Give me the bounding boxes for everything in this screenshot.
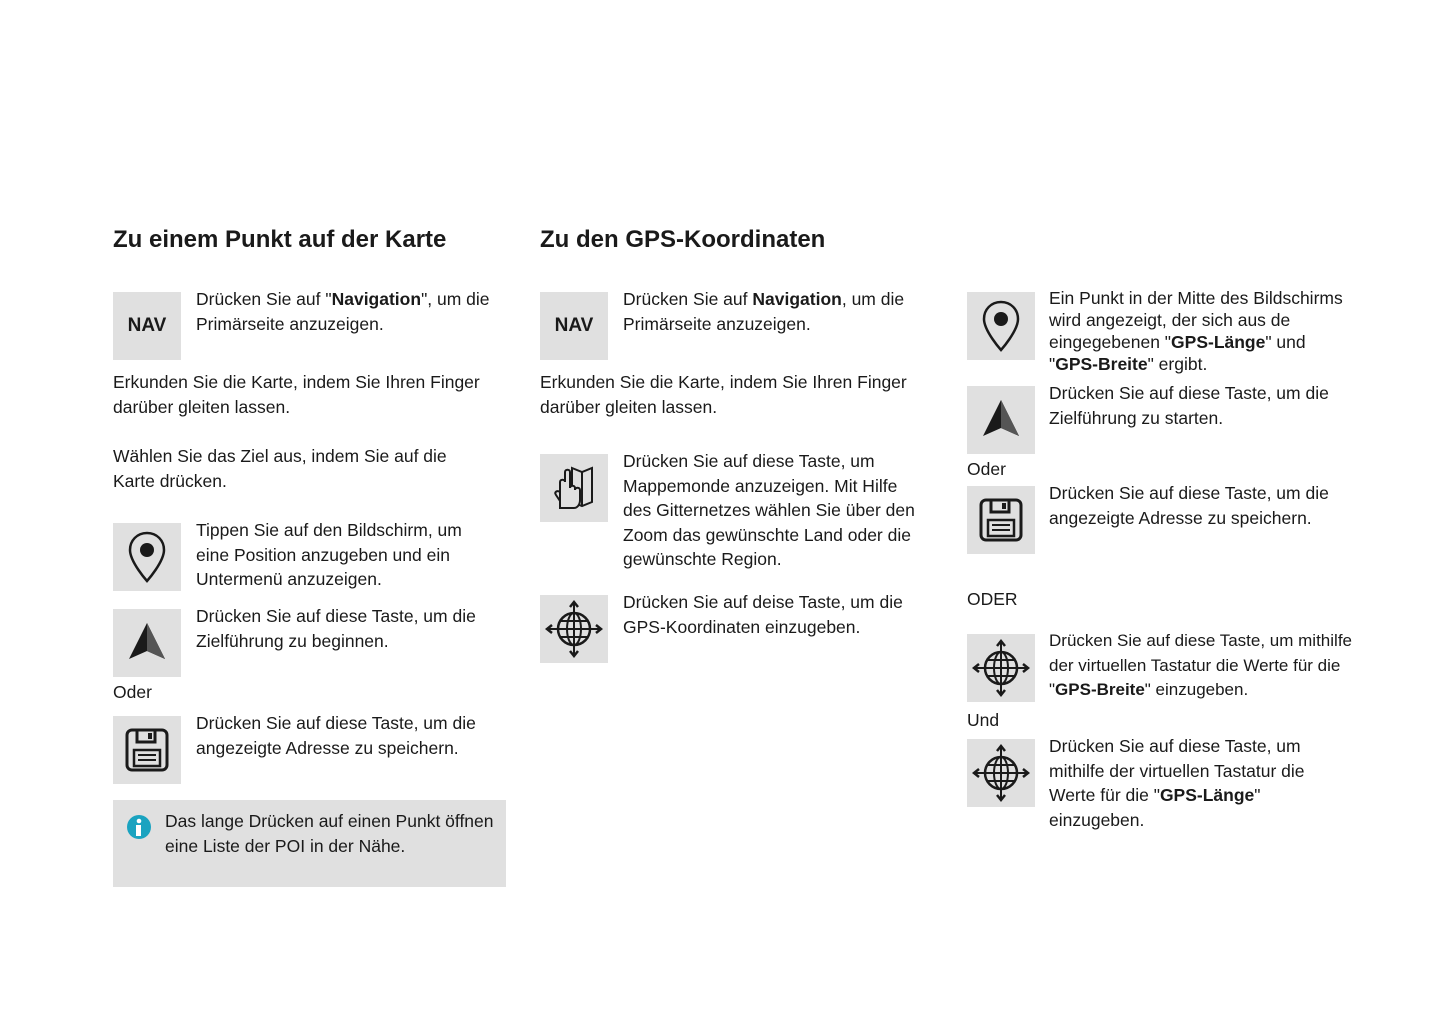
map-text: Drücken Sie auf diese Taste, um Mappemonde anzuzeigen. Mit Hilfe des Gitternetzes wählen Sie über den Zoom das gewünschte Land oder die gewünschte Region. [623, 451, 915, 569]
info-note [113, 800, 506, 887]
navigation-arrow-icon [967, 386, 1035, 454]
pin-icon [113, 523, 181, 591]
world-map-icon [540, 454, 608, 522]
info-icon [126, 814, 152, 840]
pin-icon [967, 292, 1035, 360]
step-navigation: Drücken Sie auf "Navigation", um die Primärseite anzuzeigen. [196, 289, 490, 334]
section-title-map-point: Zu einem Punkt auf der Karte [113, 226, 447, 253]
nav-button-icon: NAV [113, 292, 181, 360]
globe-icon [540, 595, 608, 663]
save-icon [967, 486, 1035, 554]
or-caps-label: ODER [967, 589, 1018, 609]
globe-icon [967, 634, 1035, 702]
select-text: Wählen Sie das Ziel aus, indem Sie auf die Karte drücken. [113, 446, 447, 491]
save-text: Drücken Sie auf diese Taste, um die angezeigte Adresse zu speichern. [196, 713, 476, 758]
point-text: Ein Punkt in der Mitte des Bildschirms wird angezeigt, der sich aus de eingegebenen "GPS-Länge" und "GPS-Breite" ergibt. [1049, 288, 1343, 374]
gps-text: Drücken Sie auf deise Taste, um die GPS-Koordinaten einzugeben. [623, 592, 903, 637]
or-label: Oder [113, 682, 152, 702]
globe-icon [967, 739, 1035, 807]
or-label: Oder [967, 459, 1006, 479]
nav-button-icon: NAV [540, 292, 608, 360]
explore-text: Erkunden Sie die Karte, indem Sie Ihren Finger darüber gleiten lassen. [113, 372, 480, 417]
and-label: Und [967, 710, 1000, 730]
latitude-text: Drücken Sie auf diese Taste, um mithilfe der virtuellen Tastatur die Werte für die "GPS-Breite" einzugeben. [1049, 631, 1352, 699]
navigation-arrow-icon [113, 609, 181, 677]
explore-text: Erkunden Sie die Karte, indem Sie Ihren Finger darüber gleiten lassen. [540, 372, 907, 417]
guide-text: Drücken Sie auf diese Taste, um die Zielführung zu beginnen. [196, 606, 476, 651]
save-text: Drücken Sie auf diese Taste, um die angezeigte Adresse zu speichern. [1049, 483, 1329, 528]
info-note-text: Das lange Drücken auf einen Punkt öffnen eine Liste der POI in der Nähe. [165, 811, 494, 856]
guide-text: Drücken Sie auf diese Taste, um die Zielführung zu starten. [1049, 383, 1329, 428]
save-icon [113, 716, 181, 784]
longitude-text: Drücken Sie auf diese Taste, um mithilfe der virtuellen Tastatur die Werte für die "GPS-Länge" einzugeben. [1049, 736, 1305, 830]
step-navigation: Drücken Sie auf Navigation, um die Primärseite anzuzeigen. [623, 289, 905, 334]
tap-text: Tippen Sie auf den Bildschirm, um eine Position anzugeben und ein Untermenü anzuzeigen. [196, 520, 462, 589]
section-title-gps: Zu den GPS-Koordinaten [540, 226, 826, 253]
